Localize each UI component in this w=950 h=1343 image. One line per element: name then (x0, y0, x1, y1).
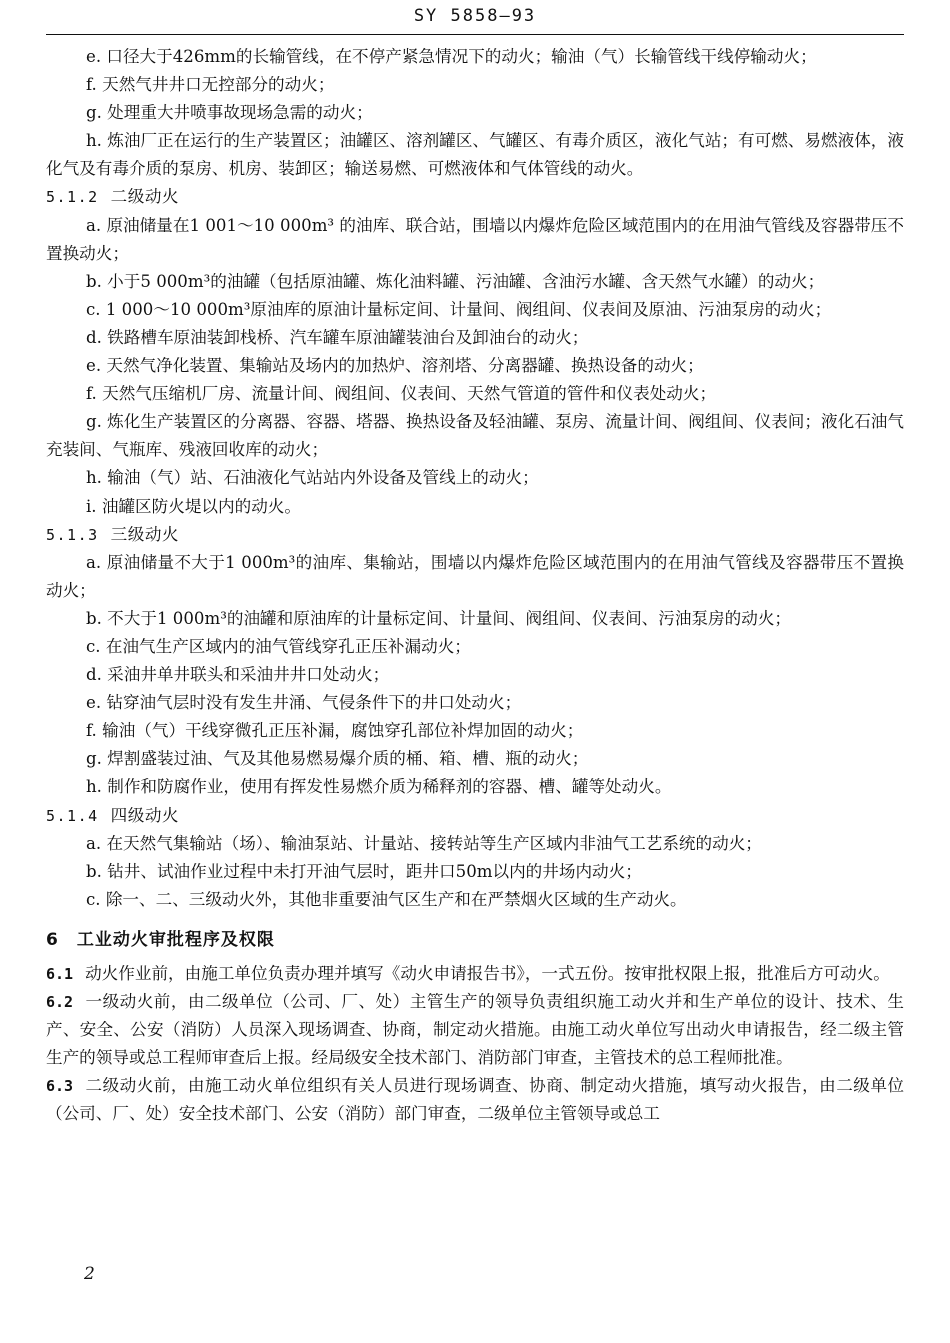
section-number: 5.1.3 (46, 525, 99, 544)
section-number: 5.1.4 (46, 806, 99, 825)
list-item: g. 焊割盛装过油、气及其他易燃易爆介质的桶、箱、槽、瓶的动火； (86, 749, 589, 769)
list-item: e. 天然气净化装置、集输站及场内的加热炉、溶剂塔、分离器罐、换热设备的动火； (86, 356, 704, 376)
list-item: c. 除一、二、三级动火外，其他非重要油气区生产和在严禁烟火区域的生产动火。 (86, 889, 687, 909)
list-item: f. 天然气压缩机厂房、流量计间、阀组间、仪表间、天然气管道的管件和仪表处动火； (86, 384, 717, 404)
list-item: h. 制作和防腐作业，使用有挥发性易燃介质为稀释剂的容器、槽、罐等处动火。 (86, 777, 672, 797)
page-number: 2 (84, 1264, 95, 1284)
chapter-number: 6 (46, 929, 59, 950)
section-title: 四级动火 (110, 805, 180, 825)
list-item: g. 炼化生产装置区的分离器、容器、塔器、换热设备及轻油罐、泵房、流量计间、阀组间、仪表间；液化石油气充装间、气瓶库、残液回收库的动火； (46, 412, 904, 460)
clause-text: 动火作业前，由施工单位负责办理并填写《动火申请报告书》，一式五份。按审批权限上报，批准后方可动火。 (85, 963, 890, 983)
list-item: c. 1 000～10 000m³原油库的原油计量标定间、计量间、阀组间、仪表间及原油、污油泵房的动火； (86, 299, 832, 319)
chapter-title: 工业动火审批程序及权限 (76, 929, 275, 950)
clause-number: 6.3 (46, 1077, 74, 1096)
clause-text: 二级动火前，由施工动火单位组织有关人员进行现场调查、协商、制定动火措施，填写动火报告，由二级单位（公司、厂、处）安全技术部门、公安（消防）部门审查，二级单位主管领导或总工 (46, 1076, 904, 1124)
clause-number: 6.2 (46, 993, 74, 1011)
section-number: 5.1.2 (46, 188, 99, 207)
clause-number: 6.1 (46, 964, 74, 983)
clause-paragraph (46, 960, 904, 988)
list-item: g. 处理重大井喷事故现场急需的动火； (86, 103, 373, 123)
list-item: f. 天然气井井口无控部分的动火； (86, 75, 335, 95)
section-heading (46, 802, 904, 830)
clause-text: 一级动火前，由二级单位（公司、厂、处）主管生产的领导负责组织施工动火并和生产单位的设计、技术、生产、安全、公安（消防）人员深入现场调查、协商，制定动火措施。由施工动火单位写出动火申请报告，经二级主管生产的领导或总工程师审查后上报。经局级安全技术部门、消防部门审查，主管技术的总工程师批准。 (46, 992, 904, 1068)
section-511-continued (46, 43, 904, 183)
chapter-heading (46, 926, 904, 954)
page-content (46, 43, 904, 1128)
clause-paragraph (46, 988, 904, 1072)
list-item: d. 铁路槽车原油装卸栈桥、汽车罐车原油罐装油台及卸油台的动火； (86, 327, 589, 347)
list-item: b. 钻井、试油作业过程中未打开油气层时，距井口50m以内的井场内动火； (86, 861, 642, 881)
section-514 (46, 802, 904, 914)
list-item: e. 口径大于426mm的长输管线，在不停产紧急情况下的动火；输油（气）长输管线干线停输动火； (86, 47, 817, 66)
header-rule (46, 34, 904, 35)
section-title: 二级动火 (110, 187, 180, 207)
list-item: b. 小于5 000m³的油罐（包括原油罐、炼化油料罐、污油罐、含油污水罐、含天然气水罐）的动火； (86, 271, 825, 291)
section-title: 三级动火 (110, 524, 180, 544)
list-item: e. 钻穿油气层时没有发生井涌、气侵条件下的井口处动火； (86, 693, 522, 713)
list-item: i. 油罐区防火堤以内的动火。 (86, 496, 301, 516)
document-header: SY 5858—93 (413, 6, 537, 26)
list-item: c. 在油气生产区域内的油气管线穿孔正压补漏动火； (86, 636, 471, 656)
list-item: b. 不大于1 000m³的油罐和原油库的计量标定间、计量间、阀组间、仪表间、污油泵房的动火； (86, 608, 792, 628)
list-item: a. 原油储量在1 001～10 000m³ 的油库、联合站，围墙以内爆炸危险区域范围内的在用油气管线及容器带压不置换动火； (46, 215, 904, 263)
section-heading (46, 521, 904, 549)
section-513 (46, 521, 904, 802)
chapter-6 (46, 926, 904, 1129)
list-item: a. 在天然气集输站（场）、输油泵站、计量站、接转站等生产区域内非油气工艺系统的动火； (86, 833, 762, 853)
list-item: h. 炼油厂正在运行的生产装置区；油罐区、溶剂罐区、气罐区、有毒介质区，液化气站；有可燃、易燃液体，液化气及有毒介质的泵房、机房、装卸区；输送易燃、可燃液体和气体管线的动火。 (46, 131, 904, 179)
list-item: d. 采油井单井联头和采油井井口处动火； (86, 665, 390, 685)
clause-paragraph (46, 1072, 904, 1128)
list-item: a. 原油储量不大于1 000m³的油库、集输站，围墙以内爆炸危险区域范围内的在用油气管线及容器带压不置换动火； (46, 552, 904, 600)
list-item: h. 输油（气）站、石油液化气站站内外设备及管线上的动火； (86, 468, 539, 488)
list-item: f. 输油（气）干线穿微孔正压补漏，腐蚀穿孔部位补焊加固的动火； (86, 721, 584, 741)
section-512 (46, 183, 904, 520)
section-heading (46, 183, 904, 211)
